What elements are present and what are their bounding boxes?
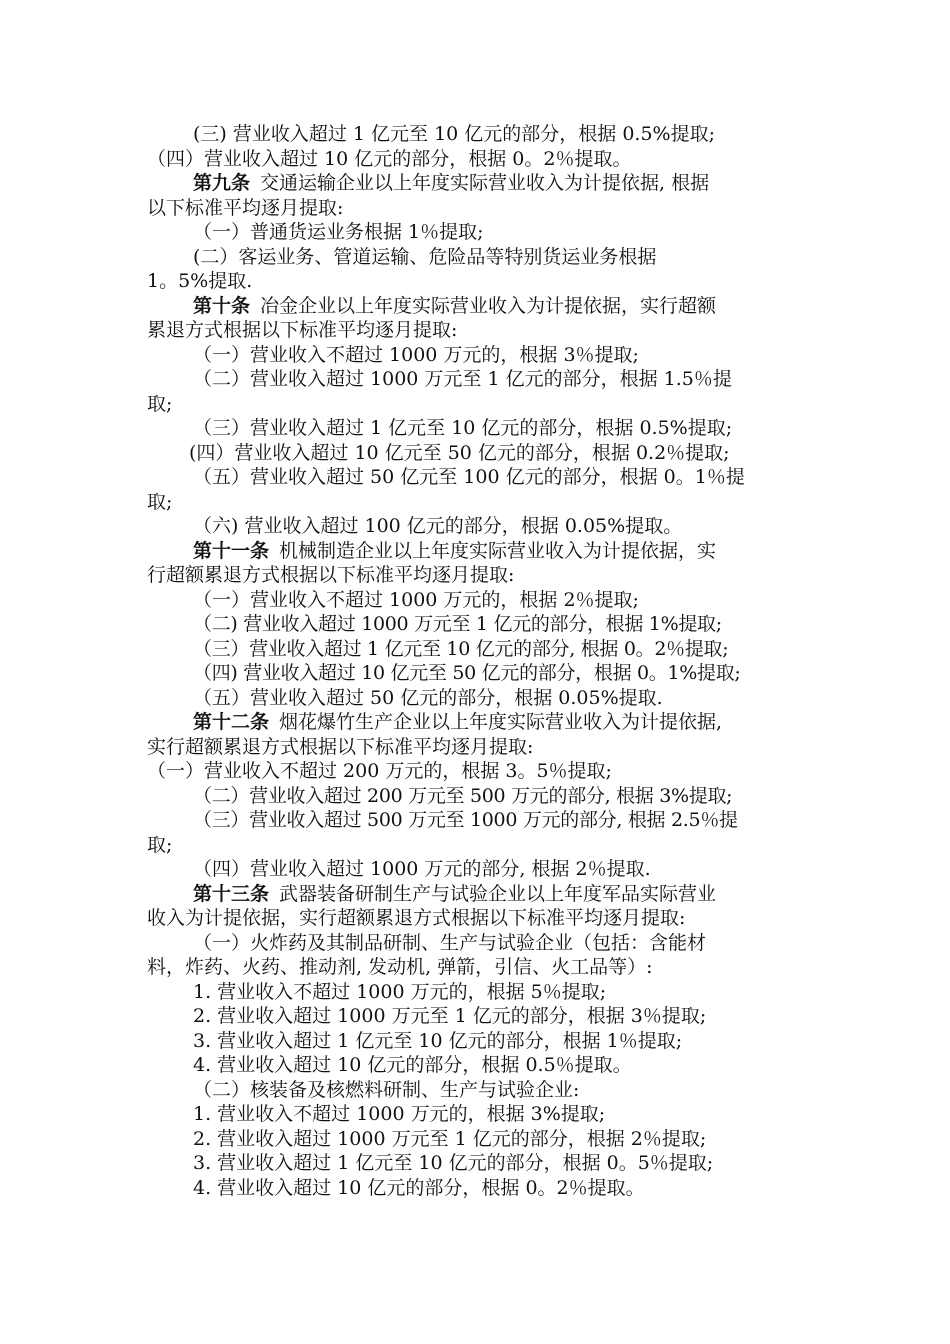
text-line: 取;: [147, 833, 173, 856]
text-line: （四）营业收入超过 1000 万元的部分, 根据 2％提取.: [193, 858, 651, 880]
article-text: 烟花爆竹生产企业以上年度实际营业收入为计提依据,: [279, 711, 723, 733]
list-item: 2. 营业收入超过 1000 万元至 1 亿元的部分，根据 2％提取;: [193, 1127, 707, 1150]
text-line: （二）营业收入超过 1000 万元至 1 亿元的部分，根据 1.5％提: [193, 368, 732, 390]
text-line: （三）营业收入超过 500 万元至 1000 万元的部分, 根据 2.5％提: [193, 809, 738, 831]
text-line: （三）营业收入超过 1 亿元至 10 亿元的部分，根据 0.5%提取;: [193, 417, 733, 439]
article-heading: 第十二条: [193, 711, 270, 733]
text-line: （一）营业收入不超过 200 万元的，根据 3。5％提取;: [147, 760, 612, 782]
text-line: （四）营业收入超过 10 亿元的部分，根据 0。2％提取。: [147, 147, 632, 170]
text-line: （四) 营业收入超过 10 亿元至 50 亿元的部分，根据 0。1%提取;: [193, 662, 741, 684]
text-line: 以下标准平均逐月提取:: [147, 196, 344, 219]
article-10-line: [147, 294, 807, 319]
text-line: （一）营业收入不超过 1000 万元的，根据 3％提取;: [193, 343, 639, 366]
list-item: 4. 营业收入超过 10 亿元的部分，根据 0.5％提取。: [193, 1054, 632, 1076]
document-page: [147, 122, 807, 1200]
text-line: (四）营业收入超过 10 亿元至 50 亿元的部分，根据 0.2％提取;: [189, 441, 730, 464]
text-line: 取;: [147, 490, 173, 513]
text-line: 1。5%提取.: [147, 270, 253, 292]
article-text: 机械制造企业以上年度实际营业收入为计提依据，实: [279, 539, 717, 562]
article-text: 交通运输企业以上年度实际营业收入为计提依据, 根据: [260, 172, 710, 194]
article-text: 冶金企业以上年度实际营业收入为计提依据，实行超额: [260, 294, 717, 317]
list-item: 1. 营业收入不超过 1000 万元的，根据 3%提取;: [193, 1103, 606, 1125]
article-heading: 第九条: [193, 172, 251, 194]
article-13-line: [147, 882, 807, 907]
text-line: (三) 营业收入超过 1 亿元至 10 亿元的部分，根据 0.5%提取;: [193, 123, 716, 145]
article-heading: 第十一条: [193, 539, 270, 562]
text-line: （三）营业收入超过 1 亿元至 10 亿元的部分, 根据 0。2％提取;: [193, 637, 729, 660]
text-line: (二）客运业务、管道运输、危险品等特别货运业务根据: [193, 245, 657, 268]
list-item: 1. 营业收入不超过 1000 万元的，根据 5％提取;: [193, 980, 607, 1003]
list-item: 4. 营业收入超过 10 亿元的部分，根据 0。2％提取。: [193, 1176, 645, 1199]
text-line: （六) 营业收入超过 100 亿元的部分，根据 0.05%提取。: [193, 515, 683, 537]
list-item: 3. 营业收入超过 1 亿元至 10 亿元的部分，根据 0。5％提取;: [193, 1152, 714, 1174]
list-item: 3. 营业收入超过 1 亿元至 10 亿元的部分，根据 1％提取;: [193, 1029, 683, 1052]
text-line: （二) 营业收入超过 1000 万元至 1 亿元的部分，根据 1%提取;: [193, 613, 722, 635]
text-line: （二）核装备及核燃料研制、生产与试验企业:: [193, 1078, 580, 1101]
text-line: 行超额累退方式根据以下标准平均逐月提取:: [147, 564, 515, 586]
article-text: 武器装备研制生产与试验企业以上年度军品实际营业: [279, 882, 717, 905]
article-heading: 第十条: [193, 294, 251, 317]
text-line: 累退方式根据以下标准平均逐月提取:: [147, 319, 458, 341]
article-9-line: [147, 171, 807, 196]
article-12-line: [147, 710, 807, 735]
text-line: （五）营业收入超过 50 亿元至 100 亿元的部分，根据 0。1％提: [193, 466, 745, 488]
article-11-line: [147, 539, 807, 564]
text-line: （二）营业收入超过 200 万元至 500 万元的部分, 根据 3%提取;: [193, 784, 733, 807]
text-line: （一）营业收入不超过 1000 万元的，根据 2％提取;: [193, 588, 639, 611]
article-heading: 第十三条: [193, 882, 270, 905]
text-line: （一）普通货运业务根据 1％提取;: [193, 221, 484, 243]
text-line: （一）火炸药及其制品研制、生产与试验企业（包括：含能材: [193, 931, 707, 954]
text-line: 料，炸药、火药、推动剂, 发动机, 弹箭，引信、火工品等）:: [147, 956, 653, 978]
text-line: （五）营业收入超过 50 亿元的部分，根据 0.05%提取.: [193, 686, 663, 709]
text-line: 取;: [147, 392, 173, 415]
text-line: 收入为计提依据，实行超额累退方式根据以下标准平均逐月提取:: [147, 907, 686, 929]
text-line: 实行超额累退方式根据以下标准平均逐月提取:: [147, 735, 534, 758]
list-item: 2. 营业收入超过 1000 万元至 1 亿元的部分，根据 3％提取;: [193, 1005, 707, 1027]
